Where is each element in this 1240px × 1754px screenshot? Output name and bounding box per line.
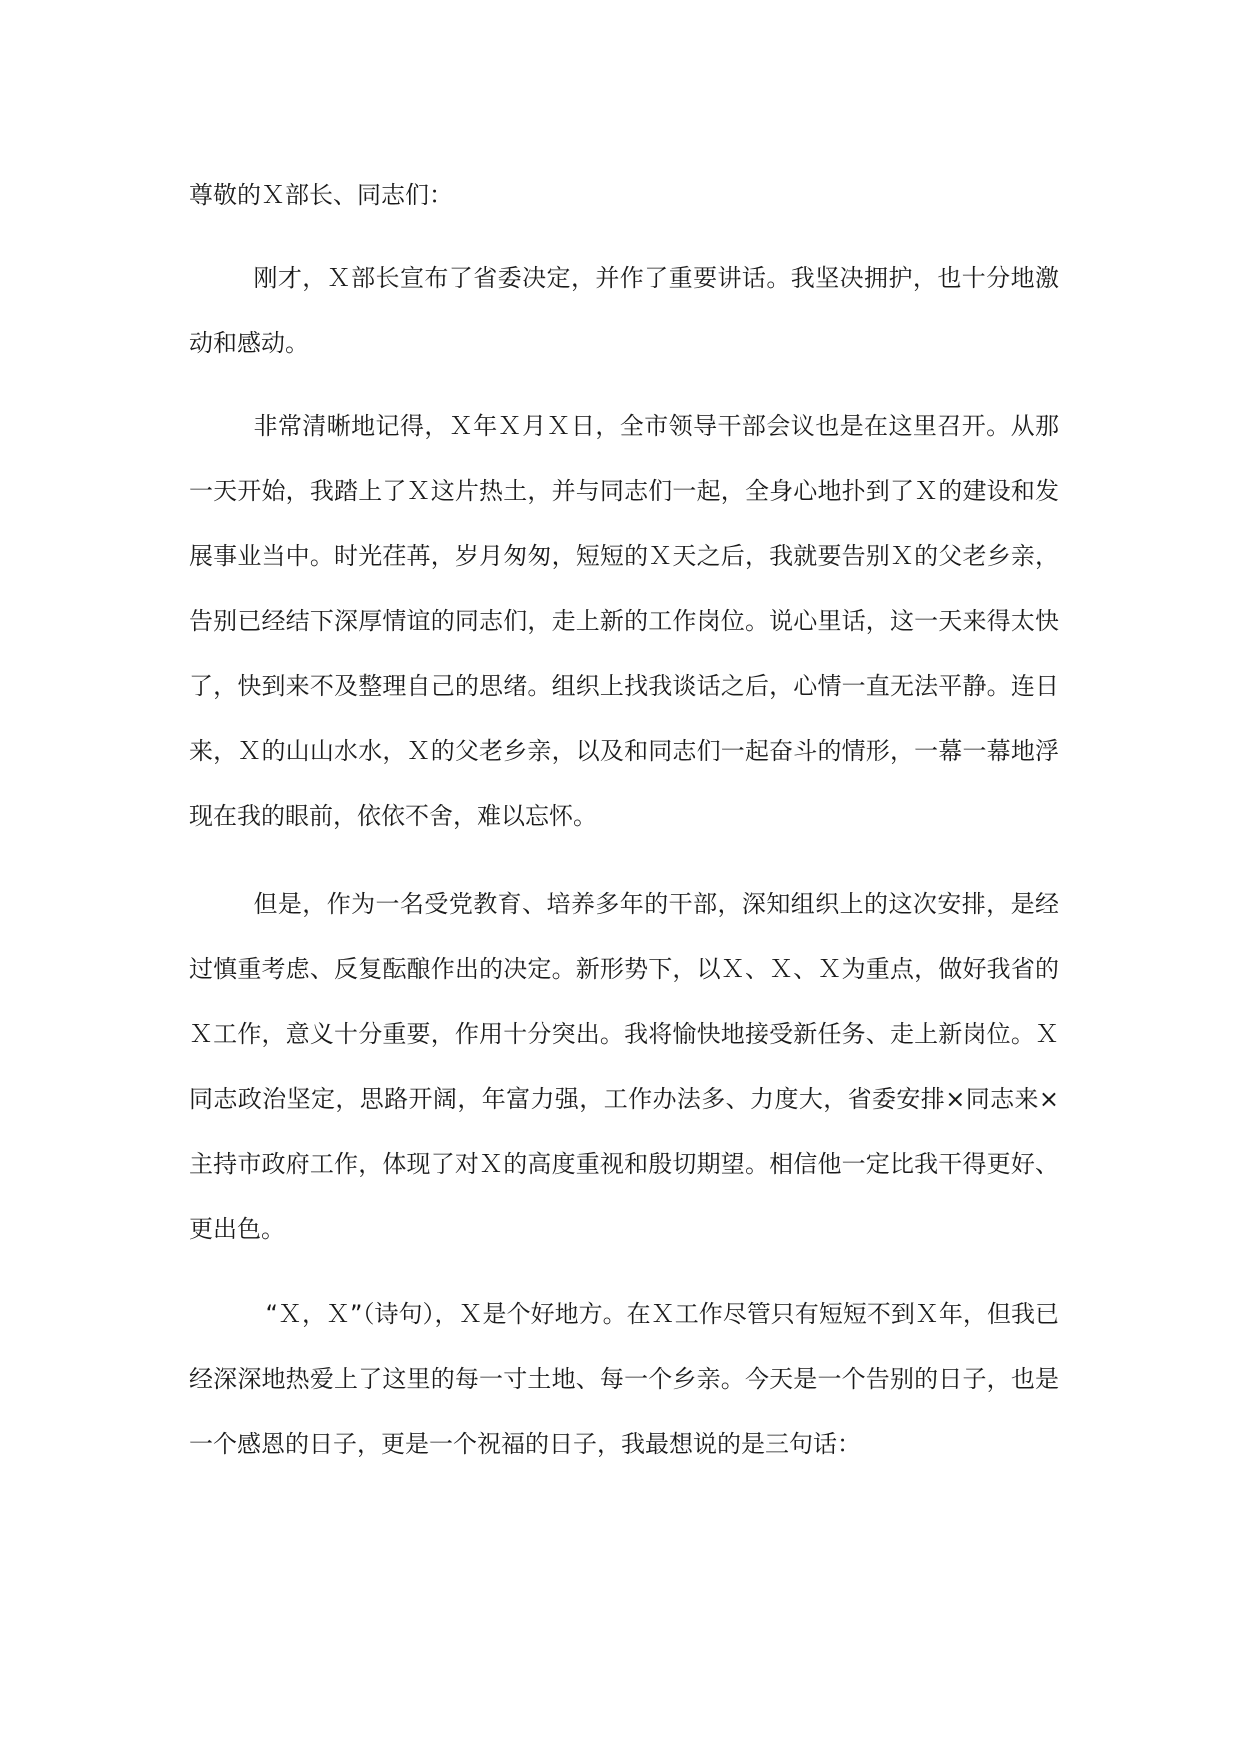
salutation: 尊敬的Ｘ部长、同志们：: [189, 181, 453, 209]
paragraph-announcement: 刚才，Ｘ部长宣布了省委决定，并作了重要讲话。我坚决拥护，也十分地激动和感动。: [189, 264, 1060, 357]
paragraph-farewell: “Ｘ，Ｘ”（诗句），Ｘ是个好地方。在Ｘ工作尽管只有短短不到Ｘ年，但我已经深深地热爱上了这里的每一寸土地、每一个乡亲。今天是一个告别的日子，也是一个感恩的日子，更是一个祝福的日子，我最想说的是三句话：: [189, 1300, 1059, 1458]
paragraph-memories: 非常清晰地记得，Ｘ年Ｘ月Ｘ日，全市领导干部会议也是在这里召开。从那一天开始，我踏上了Ｘ这片热土，并与同志们一起，全身心地扑到了Ｘ的建设和发展事业当中。时光荏苒，岁月匆匆，短短的Ｘ天之后，我就要告别Ｘ的父老乡亲，告别已经结下深厚情谊的同志们，走上新的工作岗位。说心里话，这一天来得太快了，快到来不及整理自己的思绪。组织上找我谈话之后，心情一直无法平静。连日来，Ｘ的山山水水，Ｘ的父老乡亲，以及和同志们一起奋斗的情形，一幕一幕地浮现在我的眼前，依依不舍，难以忘怀。: [189, 412, 1060, 830]
paragraph-new-assignment: 但是，作为一名受党教育、培养多年的干部，深知组织上的这次安排，是经过慎重考虑、反复酝酿作出的决定。新形势下，以Ｘ、Ｘ、Ｘ为重点，做好我省的Ｘ工作，意义十分重要，作用十分突出。我将愉快地接受新任务、走上新岗位。Ｘ同志政治坚定，思路开阔，年富力强，工作办法多、力度大，省委安排×同志来×主持市政府工作，体现了对Ｘ的高度重视和殷切期望。相信他一定比我干得更好、更出色。: [189, 890, 1060, 1243]
